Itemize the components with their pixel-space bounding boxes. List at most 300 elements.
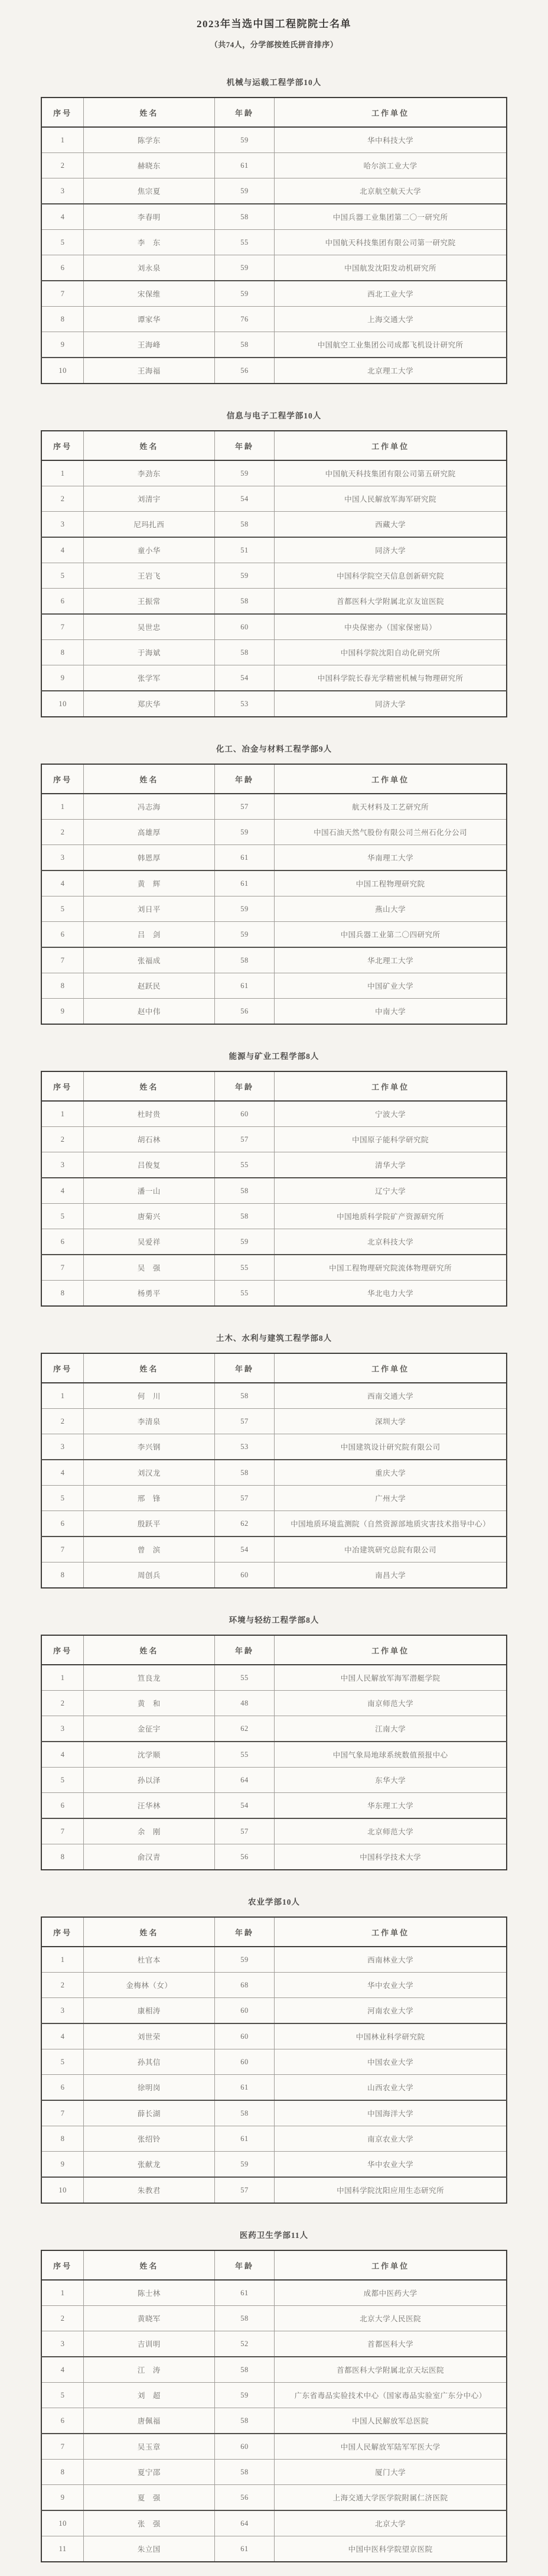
cell-unit: 深圳大学 xyxy=(275,1409,507,1434)
cell-index: 2 xyxy=(41,486,84,512)
cell-index: 5 xyxy=(41,230,84,255)
cell-name: 王海峰 xyxy=(84,332,214,358)
cell-unit: 中国石油天然气股份有限公司兰州石化分公司 xyxy=(275,820,507,845)
cell-age: 68 xyxy=(214,1973,275,1998)
cell-age: 76 xyxy=(214,307,275,332)
table-row xyxy=(41,1101,507,1127)
cell-age: 58 xyxy=(214,640,275,665)
cell-unit: 南昌大学 xyxy=(275,1563,507,1589)
cell-name: 潘一山 xyxy=(84,1178,214,1204)
table-row xyxy=(41,2357,507,2383)
section-heading: 机械与运载工程学部10人 xyxy=(226,78,322,87)
cell-index: 1 xyxy=(41,2280,84,2306)
cell-unit: 同济大学 xyxy=(275,691,507,717)
column-header-index: 序号 xyxy=(41,1353,84,1383)
table-row xyxy=(41,230,507,255)
cell-age: 57 xyxy=(214,1127,275,1152)
cell-unit: 西南交通大学 xyxy=(275,1383,507,1409)
cell-age: 53 xyxy=(214,691,275,717)
table-header-row xyxy=(41,431,507,460)
cell-unit: 重庆大学 xyxy=(275,1460,507,1486)
table-row xyxy=(41,2536,507,2562)
table-header-row xyxy=(41,1353,507,1383)
cell-index: 2 xyxy=(41,1127,84,1152)
cell-index: 5 xyxy=(41,1486,84,1511)
cell-age: 59 xyxy=(214,127,275,153)
division-section xyxy=(0,1051,548,1307)
cell-age: 51 xyxy=(214,537,275,563)
cell-unit: 西南林业大学 xyxy=(275,1947,507,1973)
division-table xyxy=(41,1635,507,1870)
cell-unit: 华北理工大学 xyxy=(275,947,507,973)
cell-age: 58 xyxy=(214,589,275,615)
cell-index: 6 xyxy=(41,922,84,948)
cell-index: 3 xyxy=(41,1434,84,1460)
cell-unit: 厦门大学 xyxy=(275,2460,507,2485)
cell-age: 59 xyxy=(214,178,275,204)
table-row xyxy=(41,999,507,1025)
column-header-name: 姓名 xyxy=(84,764,214,794)
cell-unit: 华中农业大学 xyxy=(275,1973,507,1998)
cell-age: 58 xyxy=(214,2357,275,2383)
cell-age: 58 xyxy=(214,1460,275,1486)
cell-name: 俞汉青 xyxy=(84,1844,214,1870)
cell-unit: 辽宁大学 xyxy=(275,1178,507,1204)
cell-unit: 东华大学 xyxy=(275,1768,507,1793)
cell-unit: 中南大学 xyxy=(275,999,507,1025)
cell-index: 2 xyxy=(41,153,84,178)
cell-index: 8 xyxy=(41,2126,84,2152)
cell-age: 54 xyxy=(214,665,275,691)
cell-age: 60 xyxy=(214,2023,275,2049)
table-row xyxy=(41,614,507,640)
cell-index: 3 xyxy=(41,512,84,538)
cell-name: 陈学东 xyxy=(84,127,214,153)
table-header-row xyxy=(41,1071,507,1101)
cell-name: 王海福 xyxy=(84,358,214,384)
cell-unit: 中国人民解放军陆军军医大学 xyxy=(275,2434,507,2460)
column-header-unit: 工作单位 xyxy=(275,431,507,460)
table-row xyxy=(41,973,507,999)
table-header-row xyxy=(41,98,507,127)
cell-name: 沈学顺 xyxy=(84,1742,214,1768)
cell-age: 57 xyxy=(214,2177,275,2203)
cell-name: 金梅林（女） xyxy=(84,1973,214,1998)
table-header-row xyxy=(41,2250,507,2280)
cell-age: 57 xyxy=(214,1409,275,1434)
table-row xyxy=(41,1460,507,1486)
cell-age: 55 xyxy=(214,1281,275,1307)
cell-age: 58 xyxy=(214,332,275,358)
cell-unit: 哈尔滨工业大学 xyxy=(275,153,507,178)
table-row xyxy=(41,1665,507,1691)
section-heading: 能源与矿业工程学部8人 xyxy=(229,1052,319,1061)
cell-age: 56 xyxy=(214,999,275,1025)
cell-age: 59 xyxy=(214,922,275,948)
cell-name: 杜官本 xyxy=(84,1947,214,1973)
table-row xyxy=(41,2408,507,2434)
page-title: 2023年当选中国工程院院士名单 xyxy=(197,18,351,30)
cell-name: 吕俊复 xyxy=(84,1152,214,1178)
column-header-age: 年龄 xyxy=(214,764,275,794)
column-header-index: 序号 xyxy=(41,1917,84,1947)
division-table xyxy=(41,2250,507,2562)
table-row xyxy=(41,2152,507,2178)
cell-index: 10 xyxy=(41,358,84,384)
cell-name: 吴爱祥 xyxy=(84,1229,214,1255)
cell-index: 9 xyxy=(41,2485,84,2511)
cell-index: 2 xyxy=(41,2306,84,2331)
cell-age: 58 xyxy=(214,2408,275,2434)
cell-age: 54 xyxy=(214,1793,275,1819)
table-row xyxy=(41,922,507,948)
cell-name: 高雄厚 xyxy=(84,820,214,845)
cell-name: 李春明 xyxy=(84,204,214,230)
column-header-age: 年龄 xyxy=(214,1353,275,1383)
table-row xyxy=(41,2331,507,2357)
cell-name: 刘清宇 xyxy=(84,486,214,512)
table-row xyxy=(41,512,507,538)
table-row xyxy=(41,2434,507,2460)
cell-index: 11 xyxy=(41,2536,84,2562)
division-section xyxy=(0,1333,548,1589)
table-row xyxy=(41,665,507,691)
cell-name: 唐菊兴 xyxy=(84,1204,214,1229)
cell-index: 2 xyxy=(41,1973,84,1998)
cell-name: 金征宇 xyxy=(84,1716,214,1742)
cell-name: 王振常 xyxy=(84,589,214,615)
table-row xyxy=(41,1204,507,1229)
cell-age: 61 xyxy=(214,2280,275,2306)
cell-index: 5 xyxy=(41,2049,84,2075)
table-row xyxy=(41,1434,507,1460)
cell-name: 吉训明 xyxy=(84,2331,214,2357)
cell-name: 吕 剑 xyxy=(84,922,214,948)
cell-index: 7 xyxy=(41,1536,84,1563)
cell-age: 60 xyxy=(214,2434,275,2460)
cell-unit: 中国航发沈阳发动机研究所 xyxy=(275,255,507,281)
cell-name: 李 东 xyxy=(84,230,214,255)
cell-unit: 清华大学 xyxy=(275,1152,507,1178)
cell-age: 59 xyxy=(214,255,275,281)
cell-age: 55 xyxy=(214,1255,275,1281)
table-row xyxy=(41,1383,507,1409)
table-row xyxy=(41,153,507,178)
cell-age: 52 xyxy=(214,2331,275,2357)
cell-name: 李兴钢 xyxy=(84,1434,214,1460)
cell-unit: 中国人民解放军海军潜艇学院 xyxy=(275,1665,507,1691)
table-row xyxy=(41,1127,507,1152)
cell-index: 5 xyxy=(41,1204,84,1229)
cell-name: 于海斌 xyxy=(84,640,214,665)
cell-name: 李清泉 xyxy=(84,1409,214,1434)
cell-unit: 中国海洋大学 xyxy=(275,2100,507,2126)
cell-unit: 广东省毒品实验技术中心（国家毒品实验室广东分中心） xyxy=(275,2383,507,2408)
table-row xyxy=(41,2383,507,2408)
column-header-index: 序号 xyxy=(41,2250,84,2280)
cell-name: 王岩飞 xyxy=(84,563,214,589)
section-heading: 化工、冶金与材料工程学部9人 xyxy=(216,745,332,753)
cell-name: 杜时贵 xyxy=(84,1101,214,1127)
cell-index: 5 xyxy=(41,563,84,589)
cell-index: 5 xyxy=(41,2383,84,2408)
table-row xyxy=(41,1409,507,1434)
cell-index: 6 xyxy=(41,589,84,615)
cell-age: 56 xyxy=(214,1844,275,1870)
table-row xyxy=(41,1486,507,1511)
cell-unit: 山西农业大学 xyxy=(275,2075,507,2101)
cell-name: 尼玛扎西 xyxy=(84,512,214,538)
cell-name: 张绍铃 xyxy=(84,2126,214,2152)
cell-index: 7 xyxy=(41,614,84,640)
cell-name: 吴世忠 xyxy=(84,614,214,640)
cell-index: 6 xyxy=(41,1229,84,1255)
table-row xyxy=(41,1255,507,1281)
cell-index: 9 xyxy=(41,332,84,358)
cell-index: 1 xyxy=(41,1383,84,1409)
cell-unit: 中国科学院空天信息创新研究院 xyxy=(275,563,507,589)
table-row xyxy=(41,2306,507,2331)
cell-index: 4 xyxy=(41,870,84,896)
cell-unit: 燕山大学 xyxy=(275,896,507,922)
table-row xyxy=(41,2177,507,2203)
cell-unit: 西北工业大学 xyxy=(275,281,507,307)
table-row xyxy=(41,1998,507,2024)
column-header-unit: 工作单位 xyxy=(275,1917,507,1947)
cell-age: 61 xyxy=(214,2075,275,2101)
column-header-name: 姓名 xyxy=(84,431,214,460)
table-row xyxy=(41,1947,507,1973)
cell-unit: 中国原子能科学研究院 xyxy=(275,1127,507,1152)
cell-index: 3 xyxy=(41,1152,84,1178)
cell-age: 59 xyxy=(214,820,275,845)
table-row xyxy=(41,1511,507,1537)
cell-unit: 航天材料及工艺研究所 xyxy=(275,794,507,820)
cell-unit: 南京师范大学 xyxy=(275,1691,507,1716)
cell-unit: 西藏大学 xyxy=(275,512,507,538)
column-header-age: 年龄 xyxy=(214,1917,275,1947)
cell-index: 1 xyxy=(41,127,84,153)
table-row xyxy=(41,845,507,871)
cell-index: 8 xyxy=(41,640,84,665)
cell-name: 黄晓军 xyxy=(84,2306,214,2331)
cell-unit: 中国兵器工业第二〇四研究所 xyxy=(275,922,507,948)
table-row xyxy=(41,1178,507,1204)
column-header-index: 序号 xyxy=(41,764,84,794)
column-header-unit: 工作单位 xyxy=(275,2250,507,2280)
cell-name: 赫晓东 xyxy=(84,153,214,178)
table-row xyxy=(41,2100,507,2126)
cell-unit: 华中科技大学 xyxy=(275,127,507,153)
page-subtitle: （共74人，分学部按姓氏拼音排序） xyxy=(210,40,338,49)
cell-age: 58 xyxy=(214,1204,275,1229)
column-header-index: 序号 xyxy=(41,431,84,460)
table-row xyxy=(41,1563,507,1589)
cell-index: 6 xyxy=(41,2408,84,2434)
cell-name: 薛长湖 xyxy=(84,2100,214,2126)
cell-unit: 宁波大学 xyxy=(275,1101,507,1127)
cell-age: 58 xyxy=(214,1383,275,1409)
cell-age: 59 xyxy=(214,2152,275,2178)
division-section xyxy=(0,1896,548,2204)
cell-age: 61 xyxy=(214,845,275,871)
cell-index: 8 xyxy=(41,973,84,999)
cell-unit: 华北电力大学 xyxy=(275,1281,507,1307)
cell-unit: 北京科技大学 xyxy=(275,1229,507,1255)
cell-name: 黄 辉 xyxy=(84,870,214,896)
table-header-row xyxy=(41,1635,507,1665)
cell-age: 61 xyxy=(214,2536,275,2562)
cell-index: 1 xyxy=(41,460,84,486)
cell-index: 3 xyxy=(41,178,84,204)
cell-age: 60 xyxy=(214,1563,275,1589)
cell-unit: 中国科学技术大学 xyxy=(275,1844,507,1870)
cell-age: 60 xyxy=(214,1101,275,1127)
cell-index: 8 xyxy=(41,1563,84,1589)
cell-age: 54 xyxy=(214,1536,275,1563)
column-header-unit: 工作单位 xyxy=(275,764,507,794)
section-heading: 信息与电子工程学部10人 xyxy=(226,411,322,420)
cell-unit: 中国人民解放军海军研究院 xyxy=(275,486,507,512)
table-row xyxy=(41,1742,507,1768)
cell-index: 6 xyxy=(41,1793,84,1819)
cell-unit: 中国地质科学院矿产资源研究所 xyxy=(275,1204,507,1229)
column-header-name: 姓名 xyxy=(84,2250,214,2280)
table-row xyxy=(41,307,507,332)
cell-index: 6 xyxy=(41,255,84,281)
table-row xyxy=(41,820,507,845)
cell-unit: 上海交通大学 xyxy=(275,307,507,332)
cell-unit: 首都医科大学 xyxy=(275,2331,507,2357)
cell-index: 7 xyxy=(41,1255,84,1281)
cell-age: 64 xyxy=(214,1768,275,1793)
table-row xyxy=(41,870,507,896)
cell-name: 吴玉章 xyxy=(84,2434,214,2460)
column-header-age: 年龄 xyxy=(214,2250,275,2280)
cell-unit: 中国科学院沈阳自动化研究所 xyxy=(275,640,507,665)
cell-unit: 北京大学人民医院 xyxy=(275,2306,507,2331)
table-row xyxy=(41,460,507,486)
column-header-unit: 工作单位 xyxy=(275,1635,507,1665)
division-table xyxy=(41,1353,507,1589)
cell-index: 3 xyxy=(41,2331,84,2357)
cell-index: 10 xyxy=(41,2177,84,2203)
cell-age: 59 xyxy=(214,1229,275,1255)
cell-age: 58 xyxy=(214,204,275,230)
section-heading: 土木、水利与建筑工程学部8人 xyxy=(216,1334,332,1343)
cell-unit: 北京大学 xyxy=(275,2510,507,2536)
cell-age: 55 xyxy=(214,230,275,255)
cell-name: 李劲东 xyxy=(84,460,214,486)
cell-index: 7 xyxy=(41,2434,84,2460)
cell-age: 58 xyxy=(214,2306,275,2331)
cell-name: 周创兵 xyxy=(84,1563,214,1589)
cell-index: 4 xyxy=(41,537,84,563)
table-row xyxy=(41,691,507,717)
cell-name: 刘永泉 xyxy=(84,255,214,281)
column-header-name: 姓名 xyxy=(84,1917,214,1947)
column-header-age: 年龄 xyxy=(214,98,275,127)
column-header-name: 姓名 xyxy=(84,98,214,127)
cell-name: 江 涛 xyxy=(84,2357,214,2383)
table-row xyxy=(41,2510,507,2536)
cell-name: 童小华 xyxy=(84,537,214,563)
cell-name: 韩恩厚 xyxy=(84,845,214,871)
cell-name: 徐明岗 xyxy=(84,2075,214,2101)
cell-index: 2 xyxy=(41,820,84,845)
division-table xyxy=(41,430,507,717)
table-row xyxy=(41,255,507,281)
cell-index: 9 xyxy=(41,2152,84,2178)
cell-name: 康相涛 xyxy=(84,1998,214,2024)
table-row xyxy=(41,1973,507,1998)
table-row xyxy=(41,1844,507,1870)
cell-age: 61 xyxy=(214,2126,275,2152)
cell-age: 58 xyxy=(214,2100,275,2126)
table-row xyxy=(41,332,507,358)
cell-name: 殷跃平 xyxy=(84,1511,214,1537)
cell-unit: 华南理工大学 xyxy=(275,845,507,871)
table-row xyxy=(41,1793,507,1819)
cell-index: 4 xyxy=(41,1742,84,1768)
cell-unit: 中央保密办（国家保密局） xyxy=(275,614,507,640)
cell-age: 60 xyxy=(214,2049,275,2075)
cell-name: 焦宗夏 xyxy=(84,178,214,204)
cell-unit: 南京农业大学 xyxy=(275,2126,507,2152)
cell-age: 64 xyxy=(214,2510,275,2536)
cell-name: 胡石林 xyxy=(84,1127,214,1152)
cell-unit: 中国航天科技集团有限公司第五研究院 xyxy=(275,460,507,486)
cell-unit: 中国林业科学研究院 xyxy=(275,2023,507,2049)
cell-unit: 首都医科大学附属北京天坛医院 xyxy=(275,2357,507,2383)
cell-index: 8 xyxy=(41,1844,84,1870)
cell-age: 57 xyxy=(214,794,275,820)
table-row xyxy=(41,589,507,615)
column-header-index: 序号 xyxy=(41,1071,84,1101)
cell-unit: 广州大学 xyxy=(275,1486,507,1511)
cell-index: 2 xyxy=(41,1409,84,1434)
cell-index: 3 xyxy=(41,845,84,871)
cell-unit: 中冶建筑研究总院有限公司 xyxy=(275,1536,507,1563)
table-row xyxy=(41,2485,507,2511)
cell-age: 57 xyxy=(214,1818,275,1844)
cell-unit: 中国人民解放军总医院 xyxy=(275,2408,507,2434)
cell-name: 谭家华 xyxy=(84,307,214,332)
cell-index: 6 xyxy=(41,1511,84,1537)
cell-age: 48 xyxy=(214,1691,275,1716)
table-row xyxy=(41,537,507,563)
table-row xyxy=(41,1818,507,1844)
cell-name: 刘 超 xyxy=(84,2383,214,2408)
cell-name: 黄 和 xyxy=(84,1691,214,1716)
table-row xyxy=(41,1716,507,1742)
cell-age: 60 xyxy=(214,1998,275,2024)
cell-unit: 中国航天科技集团有限公司第一研究院 xyxy=(275,230,507,255)
cell-unit: 河南农业大学 xyxy=(275,1998,507,2024)
cell-name: 杨勇平 xyxy=(84,1281,214,1307)
cell-unit: 中国工程物理研究院流体物理研究所 xyxy=(275,1255,507,1281)
division-table xyxy=(41,764,507,1025)
cell-name: 刘世荣 xyxy=(84,2023,214,2049)
cell-unit: 华中农业大学 xyxy=(275,2152,507,2178)
table-row xyxy=(41,2049,507,2075)
cell-age: 61 xyxy=(214,973,275,999)
cell-index: 4 xyxy=(41,2023,84,2049)
cell-unit: 中国科学院沈阳应用生态研究所 xyxy=(275,2177,507,2203)
cell-unit: 北京理工大学 xyxy=(275,358,507,384)
cell-unit: 中国科学院长春光学精密机械与物理研究所 xyxy=(275,665,507,691)
table-row xyxy=(41,1768,507,1793)
